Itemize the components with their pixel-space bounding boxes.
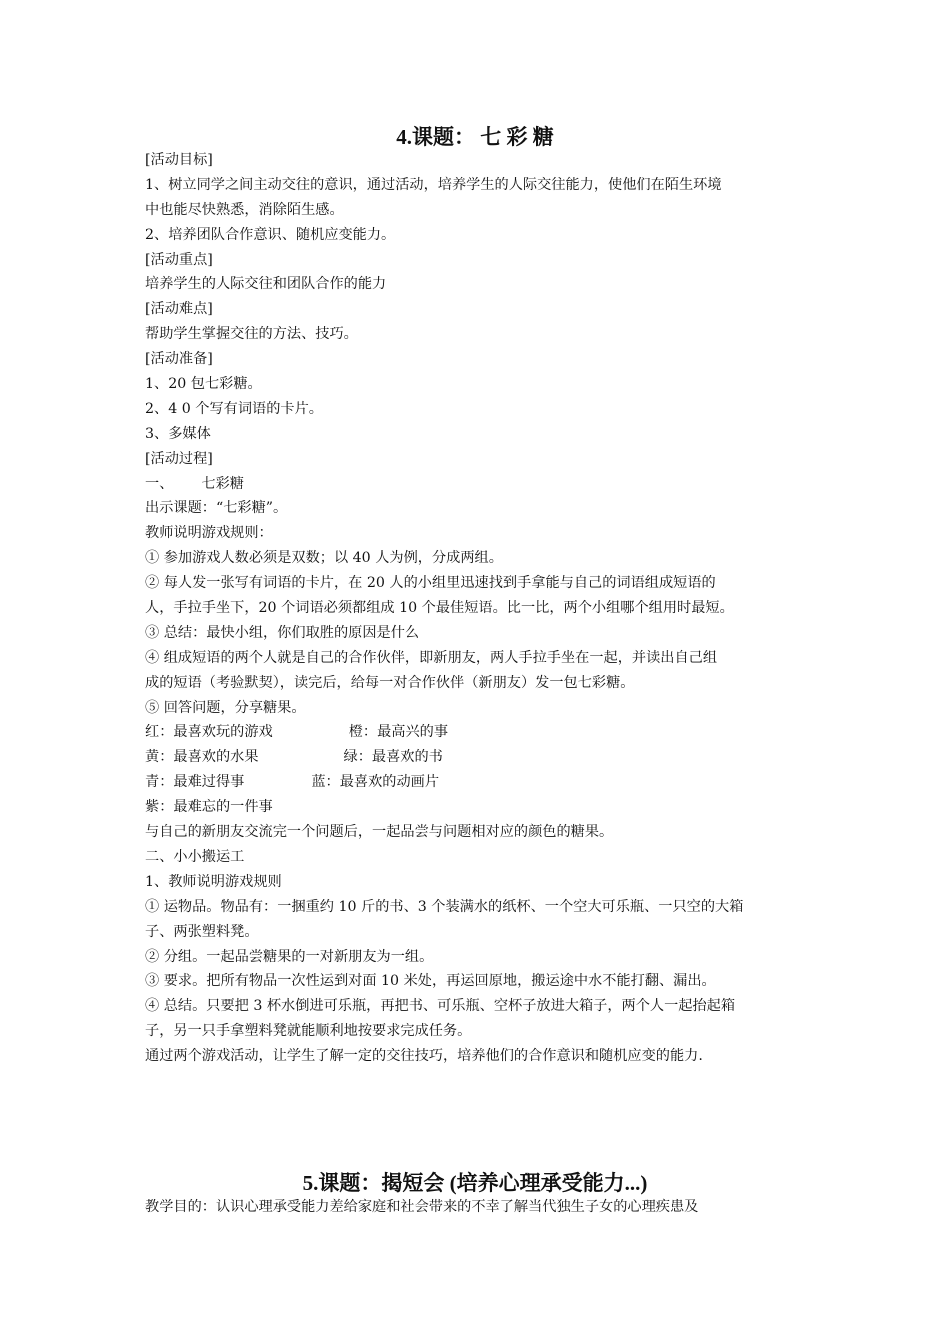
paragraph-line: ③ 要求。把所有物品一次性运到对面 10 米处，再运回原地，搬运途中水不能打翻、漏出。 <box>145 973 716 990</box>
paragraph-line: 2、培养团队合作意识、随机应变能力。 <box>145 226 396 243</box>
paragraph-line: ⑤ 回答问题，分享糖果。 <box>145 699 306 716</box>
paragraph-line: 子、两张塑料凳。 <box>145 923 259 940</box>
paragraph-line: 教师说明游戏规则： <box>145 525 273 542</box>
section-5-body <box>145 1195 809 1220</box>
paragraph-line: 紫：最难忘的一件事 <box>145 799 273 816</box>
paragraph-line: 1、20 包七彩糖。 <box>145 376 262 393</box>
paragraph-line: 成的短语（考验默契），读完后，给每一对合作伙伴（新朋友）发一包七彩糖。 <box>145 674 635 691</box>
paragraph-line: 培养学生的人际交往和团队合作的能力 <box>145 276 387 293</box>
paragraph-line: ④ 总结。只要把 3 杯水倒进可乐瓶，再把书、可乐瓶、空杯子放进大箱子，两个人一起抬起箱 <box>145 998 736 1015</box>
paragraph-line: ④ 组成短语的两个人就是自己的合作伙伴，即新朋友，两人手拉手坐在一起，并读出自己组 <box>145 649 718 666</box>
paragraph-line: 2、4 0 个写有词语的卡片。 <box>145 400 323 417</box>
paragraph-line: 人，手拉手坐下，20 个词语必须都组成 10 个最佳短语。比一比，两个小组哪个组用时最短。 <box>145 600 734 617</box>
section-4-body <box>145 148 809 1069</box>
color-topic-left: 青：最难过得事 <box>145 774 245 791</box>
paragraph-line: [活动目标] <box>145 152 213 168</box>
paragraph-line: 通过两个游戏活动，让学生了解一定的交往技巧，培养他们的合作意识和随机应变的能力. <box>145 1048 703 1065</box>
paragraph-line: ① 参加游戏人数必须是双数；以 40 人为例，分成两组。 <box>145 550 503 567</box>
paragraph-line: 教学目的：认识心理承受能力差给家庭和社会带来的不幸了解当代独生子女的心理疾患及 <box>145 1199 699 1215</box>
paragraph-line: 帮助学生掌握交往的方法、技巧。 <box>145 326 358 343</box>
color-topic-right: 绿：最喜欢的书 <box>343 749 443 766</box>
color-topic-row <box>145 745 809 770</box>
color-topic-left: 黄：最喜欢的水果 <box>145 749 259 766</box>
color-topic-right: 橙：最高兴的事 <box>348 724 449 741</box>
paragraph-line: [活动难点] <box>145 301 213 318</box>
color-topic-row <box>145 770 809 795</box>
color-topic-right: 蓝：最喜欢的动画片 <box>311 774 440 791</box>
paragraph-line: 1、树立同学之间主动交往的意识，通过活动，培养学生的人际交往能力，使他们在陌生环境 <box>145 176 722 193</box>
paragraph-line: 出示课题：“七彩糖”。 <box>145 500 288 517</box>
paragraph-line: 1、教师说明游戏规则 <box>145 873 282 890</box>
paragraph-line: ② 每人发一张写有词语的卡片，在 20 人的小组里迅速找到手拿能与自己的词语组成短语的 <box>145 575 716 592</box>
paragraph-line: ③ 总结：最快小组，你们取胜的原因是什么 <box>145 624 420 641</box>
paragraph-line: 二、小小搬运工 <box>145 848 245 865</box>
paragraph-line: [活动过程] <box>145 450 213 467</box>
section-5-title: 5.课题：揭短会 (培养心理承受能力...) <box>302 1171 648 1195</box>
step-1-heading: 一、 七彩糖 <box>145 475 244 492</box>
paragraph-line: 3、多媒体 <box>145 425 211 442</box>
paragraph-line: [活动重点] <box>145 251 213 268</box>
color-topic-row <box>145 720 809 745</box>
color-topic-left: 红：最喜欢玩的游戏 <box>145 724 273 741</box>
paragraph-line: ① 运物品。物品有：一捆重约 10 斤的书、3 个装满水的纸杯、一个空大可乐瓶、一只空的大箱 <box>145 898 744 915</box>
paragraph-line: 子，另一只手拿塑料凳就能顺利地按要求完成任务。 <box>145 1023 472 1040</box>
paragraph-line: 中也能尽快熟悉，消除陌生感。 <box>145 201 344 218</box>
paragraph-line: ② 分组。一起品尝糖果的一对新朋友为一组。 <box>145 948 434 965</box>
section-4-title: 4.课题： 七 彩 糖 <box>396 125 554 149</box>
paragraph-line: [活动准备] <box>145 351 213 368</box>
paragraph-line: 与自己的新朋友交流完一个问题后，一起品尝与问题相对应的颜色的糖果。 <box>145 824 614 841</box>
